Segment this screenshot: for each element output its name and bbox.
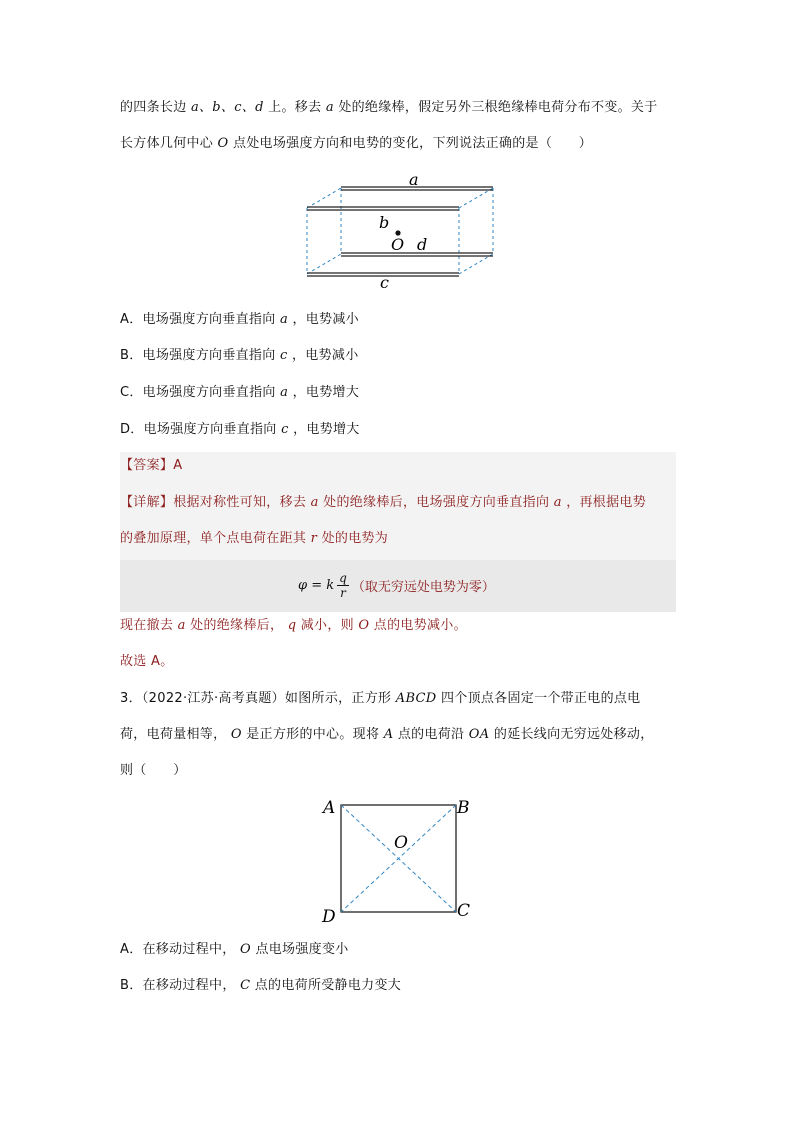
q2-option-b: [120, 347, 359, 365]
variable: A: [383, 727, 394, 742]
fraction-denominator: r: [340, 585, 346, 600]
q2-stem-line-2: [120, 135, 592, 153]
text: 点的电荷沿: [397, 727, 465, 742]
option-text: 点的电荷所受静电力变大: [254, 978, 402, 993]
option-text: A．电场强度方向垂直指向: [120, 312, 276, 327]
detail-label: 【详解】: [120, 495, 174, 510]
label-d: d: [417, 235, 428, 254]
box-rods-figure: [296, 168, 506, 290]
variable: a: [325, 100, 334, 115]
option-text: A．在移动过程中，: [120, 942, 236, 957]
answer-label: 【答案】: [120, 458, 174, 473]
text: 现在撤去: [120, 618, 174, 633]
vertex-D: D: [322, 907, 336, 927]
option-text: B．电场强度方向垂直指向: [120, 348, 276, 363]
option-variable: O: [240, 942, 251, 957]
text: 荷，电荷量相等，: [120, 727, 227, 742]
text: 上。移去: [268, 100, 322, 115]
option-variable: C: [240, 978, 251, 993]
text: 的叠加原理，单个点电荷在距其: [120, 531, 307, 546]
q2-option-d: [120, 421, 360, 439]
q3-option-a: [120, 941, 349, 959]
conclusion-line: 故选 A。: [120, 654, 174, 669]
variable: a: [553, 495, 562, 510]
variable: r: [310, 531, 318, 546]
label-b: b: [379, 213, 390, 232]
q2-stem-line-1: [120, 99, 658, 117]
detail-line-2: [120, 530, 388, 548]
formula-note: （取无穷远处电势为零）: [351, 579, 495, 595]
text: 减小，则: [300, 618, 354, 633]
formula-lhs: φ = k: [298, 577, 335, 593]
text: 点的电势减小。: [373, 618, 467, 633]
label-O: O: [391, 235, 405, 254]
square-figure: [318, 790, 478, 928]
variable: a: [310, 495, 319, 510]
option-text: ，电势增大: [293, 422, 360, 437]
vertex-C: C: [457, 901, 471, 921]
text: ，再根据电势: [566, 495, 647, 510]
vertex-A: A: [323, 798, 336, 818]
text: 长方体几何中心: [120, 136, 214, 151]
option-variable: a: [280, 385, 289, 400]
text: 根据对称性可知，移去: [173, 495, 307, 510]
variable: a: [177, 618, 186, 633]
fraction: [337, 571, 349, 600]
answer-value: A: [173, 458, 183, 473]
label-c: c: [380, 273, 389, 290]
text: 处的绝缘棒后，电场强度方向垂直指向: [323, 495, 550, 510]
q2-option-a: [120, 311, 359, 329]
text: 点处电场强度方向和电势的变化，下列说法正确的是（ ）: [232, 136, 593, 151]
variable: O: [230, 727, 242, 742]
option-variable: a: [279, 312, 288, 327]
option-text: ，电势减小: [292, 348, 359, 363]
q3-option-b: [120, 977, 401, 995]
text: 四个顶点各固定一个带正电的点电: [440, 691, 641, 706]
diagonals: [341, 805, 456, 912]
variable: O: [217, 136, 229, 151]
option-text: D．电场强度方向垂直指向: [120, 422, 277, 437]
label-a: a: [409, 170, 419, 189]
box-dashed-edges: [307, 188, 493, 274]
center-O: O: [394, 833, 408, 853]
vertex-B: B: [457, 798, 470, 818]
q2-option-c: [120, 384, 359, 402]
option-variable: c: [279, 348, 288, 363]
variable: q: [287, 618, 297, 633]
option-text: C．电场强度方向垂直指向: [120, 385, 276, 400]
potential-formula: [298, 567, 495, 603]
detail-line-1: [120, 494, 646, 512]
variable: OA: [468, 727, 490, 742]
text: 的四条长边: [120, 100, 187, 115]
option-text: ，电势减小: [292, 312, 359, 327]
option-text: B．在移动过程中，: [120, 978, 236, 993]
q3-stem-line-2: [120, 726, 654, 744]
text: 3．（2022·江苏·高考真题）如图所示，正方形: [120, 691, 392, 706]
option-text: ，电势增大: [292, 385, 360, 400]
answer-line: [120, 457, 182, 475]
q3-stem-line-1: [120, 690, 640, 708]
option-text: 点电场强度变小: [255, 942, 349, 957]
fraction-numerator: q: [339, 570, 347, 585]
text: 是正方形的中心。现将: [246, 727, 380, 742]
text: 的延长线向无穷远处移动，: [493, 727, 654, 742]
text: 处的绝缘棒，假定另外三根绝缘棒电荷分布不变。关于: [338, 100, 658, 115]
variables: a、b、c、d: [190, 100, 264, 115]
option-variable: c: [281, 422, 289, 437]
variable: O: [358, 618, 370, 633]
after-line: [120, 617, 467, 635]
text: 处的电势为: [321, 531, 389, 546]
text: 处的绝缘棒后，: [190, 618, 284, 633]
variable: ABCD: [395, 691, 437, 706]
q3-stem-line-3: 则（ ）: [120, 763, 187, 778]
